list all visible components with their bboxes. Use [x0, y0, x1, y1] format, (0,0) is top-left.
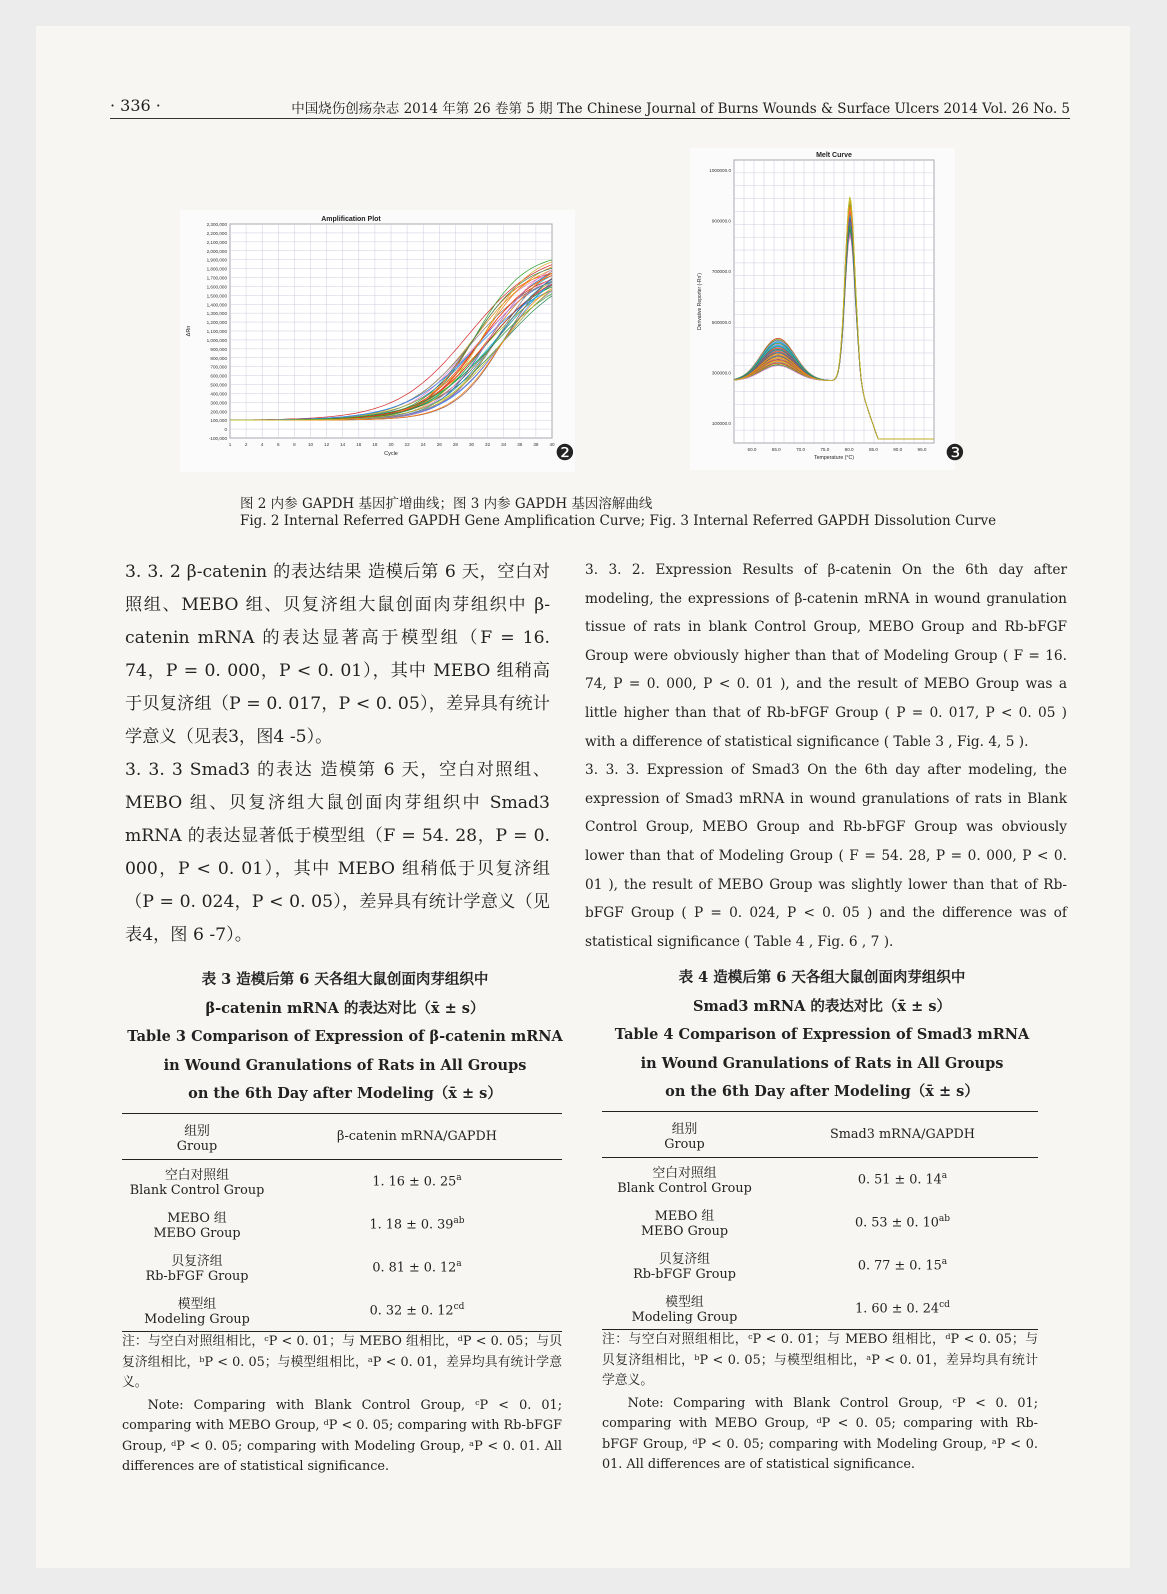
- y-tick-label: 300000.0: [711, 370, 731, 376]
- page-number: · 336 ·: [110, 96, 161, 115]
- cell-superscript: a: [456, 1173, 462, 1184]
- table-header-value: Smad3 mRNA/GAPDH: [830, 1127, 975, 1142]
- cell-superscript: cd: [453, 1301, 465, 1312]
- table-row: [602, 1158, 1038, 1201]
- group-name-en: MEBO Group: [153, 1226, 241, 1241]
- cell-superscript: a: [941, 1256, 948, 1267]
- table-3-note-cn: 注：与空白对照组相比，ᶜP < 0. 01；与 MEBO 组相比，ᵈP < 0. 05；与贝复济组相比，ᵇP < 0. 05；与模型组相比，ᵃP < 0. 01，差异均具有统计学意义。: [122, 1334, 562, 1390]
- x-tick-label: 16: [356, 442, 362, 447]
- x-tick-label: 70.0: [796, 447, 806, 452]
- x-tick-label: 80.0: [844, 447, 854, 452]
- y-tick-label: 100000.0: [711, 421, 731, 426]
- running-header: [110, 94, 1070, 119]
- chart-title: Melt Curve: [816, 152, 852, 159]
- x-tick-label: 85.0: [868, 447, 878, 452]
- x-axis-label: Cycle: [384, 451, 398, 457]
- y-tick-label: 2,100,000: [206, 239, 227, 245]
- table-4-caption-line: on the 6th Day after Modeling（x̄ ± s）: [665, 1083, 979, 1100]
- group-name-cn: 贝复济组: [658, 1252, 711, 1267]
- table-3-caption-line: on the 6th Day after Modeling（x̄ ± s）: [188, 1085, 502, 1102]
- table-header-group-en: Group: [176, 1138, 218, 1154]
- x-tick-label: 4: [260, 442, 264, 447]
- cell-value: 1. 60 ± 0. 24: [855, 1300, 940, 1316]
- table-4-caption: [602, 964, 1042, 1107]
- table-row: [602, 1244, 1038, 1287]
- figure-3-melt-curve: [690, 148, 955, 470]
- x-tick-label: 10: [307, 442, 314, 447]
- x-tick-label: 65.0: [771, 447, 781, 452]
- paragraph-3-3-2-cn: 3. 3. 2 β-catenin 的表达结果 造模后第 6 天，空白对照组、MEBO 组、贝复济组大鼠创面肉芽组织中 β-catenin mRNA 的表达显著高于模型组（F = 16. 74，P = 0. 000，P < 0. 01），其中 MEBO 组稍高于贝复济组（P = 0. 017，P < 0. 05），差异具有统计学意义（见表3，图4 -5）。: [125, 562, 550, 747]
- table-3-note-en: Note: Comparing with Blank Control Group, ᶜP < 0. 01; comparing with MEBO Group, ᵈP < 0. 05; comparing with Rb-bFGF Group, ᵈP < 0. 05; comparing with Modeling Group, ᵃP < 0. 01. All differences are of statistical significance.: [122, 1397, 562, 1474]
- table-4-caption-line: in Wound Granulations of Rats in All Groups: [640, 1054, 1004, 1072]
- y-tick-label: -100,000: [208, 436, 227, 441]
- y-axis-label: Derivative Reporter (-Rn'): [697, 273, 703, 330]
- figure-2-marker: ❷: [555, 441, 575, 466]
- x-tick-label: 24: [420, 442, 426, 447]
- table-4-note: [602, 1330, 1038, 1476]
- y-tick-label: 200,000: [210, 409, 227, 415]
- group-name-cn: 贝复济组: [171, 1254, 223, 1269]
- y-tick-label: 1,500,000: [206, 293, 227, 299]
- table-3-note: [122, 1332, 562, 1478]
- x-tick-label: 22: [404, 442, 410, 447]
- y-tick-label: 1,400,000: [206, 302, 227, 308]
- group-name-en: Modeling Group: [144, 1311, 250, 1327]
- y-tick-label: 1,800,000: [206, 266, 227, 272]
- x-tick-label: 26: [436, 442, 442, 447]
- x-axis-label: Temperature (°C): [814, 455, 854, 461]
- group-name-cn: 空白对照组: [652, 1166, 717, 1182]
- y-tick-label: 2,300,000: [206, 222, 227, 227]
- x-tick-label: 40: [549, 442, 555, 447]
- x-tick-label: 38: [533, 442, 539, 447]
- y-tick-label: 0: [224, 427, 227, 433]
- table-header-group-cn: 组别: [184, 1123, 210, 1139]
- table-3-caption-line: Table 3 Comparison of Expression of β-catenin mRNA: [127, 1028, 563, 1045]
- y-tick-label: 2,000,000: [206, 248, 227, 254]
- cell-value: 0. 77 ± 0. 15: [857, 1258, 942, 1274]
- y-tick-label: 900000.0: [711, 218, 731, 224]
- y-axis-label: ΔRn: [186, 325, 192, 337]
- x-tick-label: 12: [324, 442, 330, 447]
- cell-superscript: ab: [938, 1213, 951, 1224]
- paragraph-3-3-3-cn: 3. 3. 3 Smad3 的表达 造模第 6 天，空白对照组、MEBO 组、贝复济组大鼠创面肉芽组织中 Smad3 mRNA 的表达显著低于模型组（F = 54. 28，P = 0. 000，P < 0. 01），其中 MEBO 组稍低于贝复济组（P = 0. 024，P < 0. 05），差异具有统计学意义（见表4，图 6 -7）。: [125, 760, 550, 945]
- cell-superscript: ab: [453, 1215, 465, 1226]
- y-tick-label: 1,100,000: [206, 329, 227, 334]
- paragraph-3-3-2-en: 3. 3. 2. Expression Results of β-catenin On the 6th day after modeling, the expressions of β-catenin mRNA in wound granulation tissue of rats in blank Control Group, MEBO Group and Rb-bFGF Group were obviously higher than that of Modeling Group ( F = 16. 74, P = 0. 000, P < 0. 01 ), and the result of MEBO Group was a little higher than that of Rb-bFGF Group ( P = 0. 017, P < 0. 05 ) with a difference of statistical significance ( Table 3 , Fig. 4, 5 ).: [585, 562, 1067, 750]
- x-tick-label: 90.0: [893, 447, 903, 452]
- x-tick-label: 60.0: [747, 447, 757, 452]
- x-tick-label: 20: [388, 442, 394, 447]
- group-name-en: MEBO Group: [640, 1224, 729, 1239]
- group-name-cn: 模型组: [665, 1294, 704, 1310]
- group-name-cn: 空白对照组: [165, 1168, 229, 1184]
- y-tick-label: 1,300,000: [206, 311, 227, 317]
- group-name-en: Modeling Group: [631, 1309, 738, 1325]
- x-tick-label: 1: [228, 442, 232, 447]
- y-tick-label: 400,000: [210, 391, 227, 397]
- cell-value: 0. 51 ± 0. 14: [857, 1172, 942, 1188]
- y-tick-label: 700000.0: [711, 269, 731, 275]
- cell-value: 0. 32 ± 0. 12: [369, 1302, 454, 1318]
- table-3-caption-line: β-catenin mRNA 的表达对比（x̄ ± s）: [205, 999, 485, 1017]
- y-tick-label: 700,000: [210, 364, 227, 370]
- table-3-caption-line: 表 3 造模后第 6 天各组大鼠创面肉芽组织中: [201, 971, 489, 988]
- figure-caption-en: Fig. 2 Internal Referred GAPDH Gene Amplification Curve; Fig. 3 Internal Referred GAPDH Dissolution Curve: [240, 513, 997, 529]
- table-4-caption-line: Table 4 Comparison of Expression of Smad3 mRNA: [614, 1026, 1030, 1043]
- y-tick-label: 500,000: [210, 382, 227, 388]
- group-name-cn: MEBO 组: [654, 1209, 715, 1224]
- table-row: [122, 1289, 562, 1332]
- y-tick-label: 300,000: [210, 400, 227, 406]
- group-name-en: Rb-bFGF Group: [145, 1269, 249, 1284]
- table-4-note-en: Note: Comparing with Blank Control Group, ᶜP < 0. 01; comparing with MEBO Group, ᵈP < 0. 05; comparing with Rb-bFGF Group, ᵈP < 0. 05; comparing with Modeling Group, ᵃP < 0. 01. All differences are of statistical significance.: [602, 1395, 1038, 1472]
- table-row: [122, 1160, 562, 1203]
- group-name-en: Blank Control Group: [617, 1181, 752, 1197]
- table-4-caption-line: Smad3 mRNA 的表达对比（x̄ ± s）: [693, 997, 951, 1015]
- body-text-cn: [125, 556, 550, 952]
- y-tick-label: 1000000.0: [709, 168, 731, 173]
- y-tick-label: 800,000: [210, 355, 227, 361]
- table-4-caption-line: 表 4 造模后第 6 天各组大鼠创面肉芽组织中: [678, 969, 966, 986]
- table-3: [122, 1113, 562, 1332]
- y-tick-label: 1,200,000: [206, 320, 227, 326]
- x-tick-label: 32: [485, 442, 491, 447]
- table-row: [122, 1203, 562, 1246]
- table-header-group-en: Group: [664, 1136, 705, 1152]
- group-name-en: Blank Control Group: [129, 1183, 265, 1199]
- y-tick-label: 900,000: [210, 346, 227, 352]
- cell-superscript: cd: [939, 1299, 950, 1310]
- figure-caption-cn: 图 2 内参 GAPDH 基因扩增曲线；图 3 内参 GAPDH 基因溶解曲线: [240, 496, 653, 512]
- cell-value: 0. 53 ± 0. 10: [854, 1215, 939, 1231]
- table-row: [602, 1201, 1038, 1244]
- group-name-en: Rb-bFGF Group: [633, 1267, 736, 1282]
- table-4-note-cn: 注：与空白对照组相比，ᶜP < 0. 01；与 MEBO 组相比，ᵈP < 0. 05；与贝复济组相比，ᵇP < 0. 05；与模型组相比，ᵃP < 0. 01，差异均具有统计学意义。: [602, 1332, 1038, 1388]
- table-row: [602, 1287, 1038, 1330]
- y-tick-label: 1,900,000: [206, 257, 227, 263]
- table-header-value: β-catenin mRNA/GAPDH: [337, 1129, 497, 1144]
- journal-title: 中国烧伤创疡杂志 2014 年第 26 卷第 5 期 The Chinese Journal of Burns Wounds & Surface Ulcers 2014 Vol. 26 No. 5: [291, 101, 1070, 117]
- table-header-group-cn: 组别: [671, 1121, 698, 1137]
- paragraph-3-3-3-en: 3. 3. 3. Expression of Smad3 On the 6th day after modeling, the expression of Smad3 mRNA in wound granulations of rats in Blank Control Group, MEBO Group and Rb-bFGF Group was obviously lower than that of Modeling Group ( F = 54. 28, P = 0. 000, P < 0. 01 ), the result of MEBO Group was slightly lower than that of Rb-bFGF Group ( P = 0. 024, P < 0. 05 ) and the difference was of statistical significance ( Table 4 , Fig. 6 , 7 ).: [585, 762, 1067, 950]
- group-name-cn: MEBO 组: [167, 1211, 227, 1226]
- table-row: [122, 1246, 562, 1289]
- table-3-caption-line: in Wound Granulations of Rats in All Groups: [163, 1056, 527, 1074]
- x-tick-label: 28: [452, 442, 458, 447]
- figure-2-amplification-plot: [180, 210, 575, 472]
- y-tick-label: 1,000,000: [206, 337, 227, 343]
- x-tick-label: 18: [372, 442, 378, 447]
- chart-title: Amplification Plot: [321, 216, 381, 223]
- y-tick-label: 600,000: [210, 373, 227, 379]
- x-tick-label: 2: [244, 442, 248, 447]
- cell-superscript: a: [941, 1171, 948, 1182]
- cell-value: 1. 16 ± 0. 25: [372, 1174, 457, 1190]
- cell-value: 1. 18 ± 0. 39: [369, 1217, 454, 1233]
- y-tick-label: 1,700,000: [206, 275, 227, 281]
- group-name-cn: 模型组: [177, 1296, 217, 1312]
- x-tick-label: 75.0: [820, 447, 830, 452]
- x-tick-label: 8: [293, 442, 296, 447]
- y-tick-label: 100,000: [210, 418, 227, 424]
- cell-superscript: a: [456, 1258, 462, 1269]
- body-text-en: [585, 556, 1067, 956]
- x-tick-label: 34: [501, 442, 507, 447]
- y-tick-label: 1,600,000: [206, 284, 227, 290]
- table-4: [602, 1111, 1038, 1330]
- figure-3-marker: ❸: [945, 441, 965, 466]
- cell-value: 0. 81 ± 0. 12: [372, 1260, 457, 1276]
- x-tick-label: 30: [468, 442, 475, 447]
- x-tick-label: 6: [277, 442, 280, 447]
- x-tick-label: 36: [517, 442, 523, 447]
- y-tick-label: 2,200,000: [206, 230, 227, 236]
- x-tick-label: 95.0: [917, 447, 927, 452]
- x-tick-label: 14: [340, 442, 346, 447]
- y-tick-label: 500000.0: [711, 319, 731, 325]
- table-3-caption: [125, 966, 565, 1109]
